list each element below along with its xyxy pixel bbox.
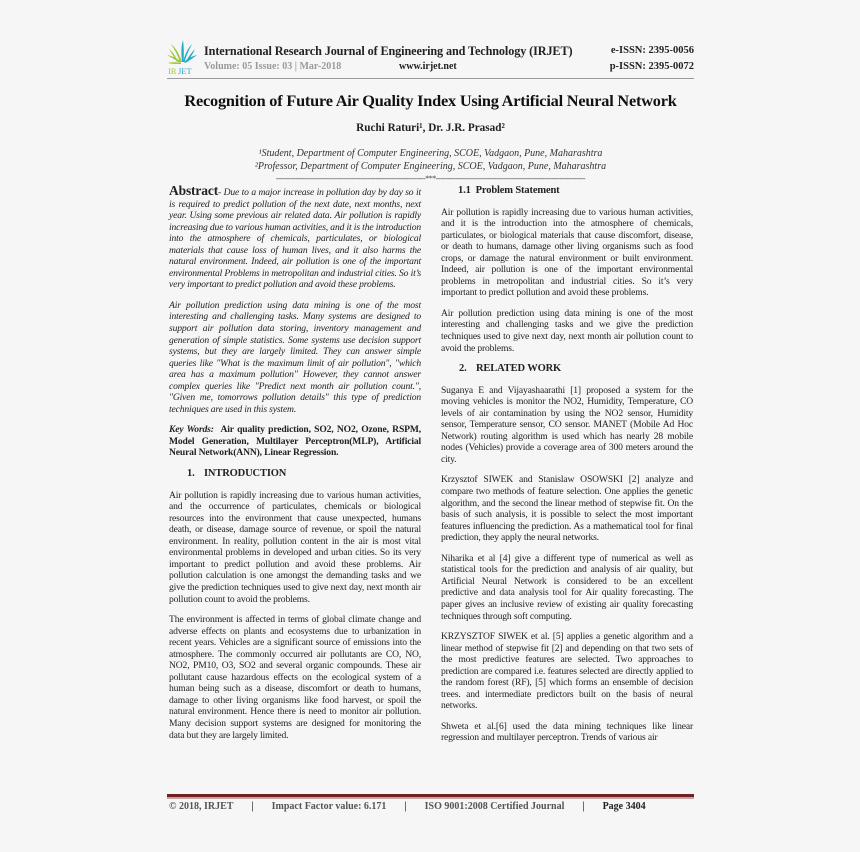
right-column bbox=[441, 185, 693, 753]
footer-rule bbox=[167, 794, 694, 797]
page-footer bbox=[169, 801, 696, 812]
svg-text:IR: IR bbox=[168, 66, 177, 76]
p-issn: p-ISSN: 2395-0072 bbox=[609, 61, 694, 72]
abstract-paragraph bbox=[169, 185, 421, 291]
footer-separator: | bbox=[582, 801, 585, 812]
abstract-paragraph-2: Air pollution prediction using data mining is one of the most interesting and challenging tasks. Many systems are designed to support air pollution data storing, inventory management and generation of simple statistics. Some systems use decision support systems, but they are largely limited. They can answer simple queries like "What is the maximum limit of air pollution", "which area has a maximum pollution" However, they cannot answer complex queries like "Predict next month air pollution count.", "Given me, tomorrows pollution details" this type of prediction techniques are used in this system. bbox=[169, 299, 421, 415]
problem-paragraph-1: Air pollution is rapidly increasing due to various human activities, and it is the introduction into the atmosphere of chemicals, particulates, or biological materials that cause discomfort, disease, or death to humans, damage other living organisms such as food crops, or damage the natural environment or built environment. Indeed, air pollution is one of the important environmental problems in metropolitan and industrial cities. So it’s very important to predict pollution and avoid these problems. bbox=[441, 206, 693, 299]
keywords bbox=[169, 424, 421, 459]
section-separator: ---------------------------------------------------------------------***--------------------------------------------------------------------- bbox=[275, 175, 586, 183]
related-paragraph-4: KRZYSZTOF SIWEK et al. [5] applies a genetic algorithm and a linear method of stepwise fit [2] and depending on that two sets of the most predictive features are selected. Two approaches to prediction are compared i.e. features selected are directly applied to the random forest (RF), [5] which forms an ensemble of decision trees. and intermediate predictors built on the basis of neural networks. bbox=[441, 631, 693, 712]
keywords-text: Air quality prediction, SO2, NO2, Ozone, RSPM, Model Generation, Multilayer Perceptron(MLP), Artificial Neural Network(ANN), Linear Regression. bbox=[169, 424, 421, 459]
footer-iso: ISO 9001:2008 Certified Journal bbox=[424, 801, 565, 812]
keywords-label: Key Words: bbox=[169, 424, 214, 436]
volume-info: Volume: 05 Issue: 03 | Mar-2018 bbox=[204, 61, 342, 72]
footer-copyright: © 2018, IRJET bbox=[169, 801, 234, 812]
paper-page bbox=[167, 38, 694, 812]
problem-paragraph-2: Air pollution prediction using data mining is one of the most interesting and challenging tasks and we give the prediction techniques used to give next day, next month air pollution count to avoid the problems. bbox=[441, 307, 693, 354]
affiliation-2: ²Professor, Department of Computer Engineering, SCOE, Vadgaon, Pune, Maharashtra bbox=[254, 161, 607, 172]
related-paragraph-5: Shweta et al.[6] used the data mining techniques like linear regression and multilayer perceptron. Trends of various air bbox=[441, 720, 693, 744]
related-paragraph-3: Niharika et al [4] give a different type of numerical as well as statistical tools for the prediction and analysis of air quality, but Artificial Neural Network is considered to be an excellent predictive and data analysis tool for Air quality forecasting. The paper gives an inclusive review of existing air quality forecasting techniques through soft computing. bbox=[441, 552, 693, 622]
paper-title: Recognition of Future Air Quality Index Using Artificial Neural Network bbox=[184, 91, 677, 110]
intro-paragraph-2: The environment is affected in terms of global climate change and adverse effects on plants and ecosystems due to urbanization in recent years. Vehicles are a significant source of emissions into the atmosphere. The commonly occurred air pollutants are CO, NO, NO2, PM10, O3, SO2 and several organic compounds. These air pollutant cause hazardous effects on the ecological system of a human being such as a disease, discomfort or death to humans, damage to other living organisms like food harvest, or spoil the natural environment. Hence there is need to monitor air pollution. Many decision support systems are designed for monitoring the data but they are largely limited. bbox=[169, 614, 421, 741]
section-heading-introduction: 1. INTRODUCTION bbox=[187, 468, 287, 480]
e-issn: e-ISSN: 2395-0056 bbox=[610, 45, 694, 56]
footer-separator: | bbox=[404, 801, 407, 812]
left-column bbox=[169, 185, 421, 750]
abstract-text: - Due to a major increase in pollution day by day so it is required to predict pollution of the next date, next months, next year. Using some previous air related data. Air pollution is rapidly increasing due to various human activities, and it is the introduction into the atmosphere of chemicals, particulates, or biological materials that cause loss of human lives, and it also harms the natural environment. Indeed, air pollution is one of the important environmental Problems in metropolitan and industrial cities. So it’s very important to predict pollution and avoid these problems. bbox=[169, 187, 421, 291]
svg-text:JET: JET bbox=[178, 66, 192, 76]
header-divider bbox=[167, 78, 694, 79]
paper-authors: Ruchi Raturi¹, Dr. J.R. Prasad² bbox=[356, 122, 505, 134]
related-paragraph-2: Krzysztof SIWEK and Stanislaw OSOWSKI [2] analyze and compare two methods of feature selection. One applies the genetic algorithm, and the second the linear method of stepwise fit. On the basis of such analysis, it is possible to select the most important features influencing the prediction. As a mathematical tool for final prediction, they apply the neural networks. bbox=[441, 474, 693, 544]
related-paragraph-1: Suganya E and Vijayashaarathi [1] proposed a system for the moving vehicles is monitor the NO2, Humidity, Temperature, CO levels of air contamination by using the NO2 sensor, Humidity sensor, Temperature sensor, CO sensor. MANET (Mobile Ad Hoc Network) routing algorithm is used which has nearly 28 mobile nodes (Vehicles) provide a coverage area of 300 meters around the city. bbox=[441, 384, 693, 465]
abstract-label: Abstract bbox=[169, 183, 219, 198]
footer-page-number: Page 3404 bbox=[602, 801, 646, 812]
footer-separator: | bbox=[251, 801, 254, 812]
footer-impact-factor: Impact Factor value: 6.171 bbox=[271, 801, 387, 812]
journal-website-link[interactable]: www.irjet.net bbox=[399, 61, 457, 72]
irjet-logo-icon bbox=[167, 38, 197, 76]
journal-header bbox=[167, 38, 694, 78]
affiliation-1: ¹Student, Department of Computer Engineering, SCOE, Vadgaon, Pune, Maharashtra bbox=[258, 148, 603, 159]
journal-title: International Research Journal of Engineering and Technology (IRJET) bbox=[204, 44, 573, 58]
section-heading-problem-statement: 1.1 Problem Statement bbox=[458, 185, 560, 196]
intro-paragraph-1: Air pollution is rapidly increasing due to various human activities, and the occurrence of particulates, chemicals or biological resources into the environment that cause unexpected, humans death, or disease, damage source of revenue, or spoil the natural environment. In reality, pollution content in the air is most vital environmental problems in developed and urban cities. So its very important to predict pollution and avoid these problems. Air pollution calculation is one amongst the demanding tasks and we give the prediction techniques used to give next day, next month air pollution count to avoid the problems. bbox=[169, 489, 421, 605]
section-heading-related-work: 2. RELATED WORK bbox=[459, 363, 562, 375]
